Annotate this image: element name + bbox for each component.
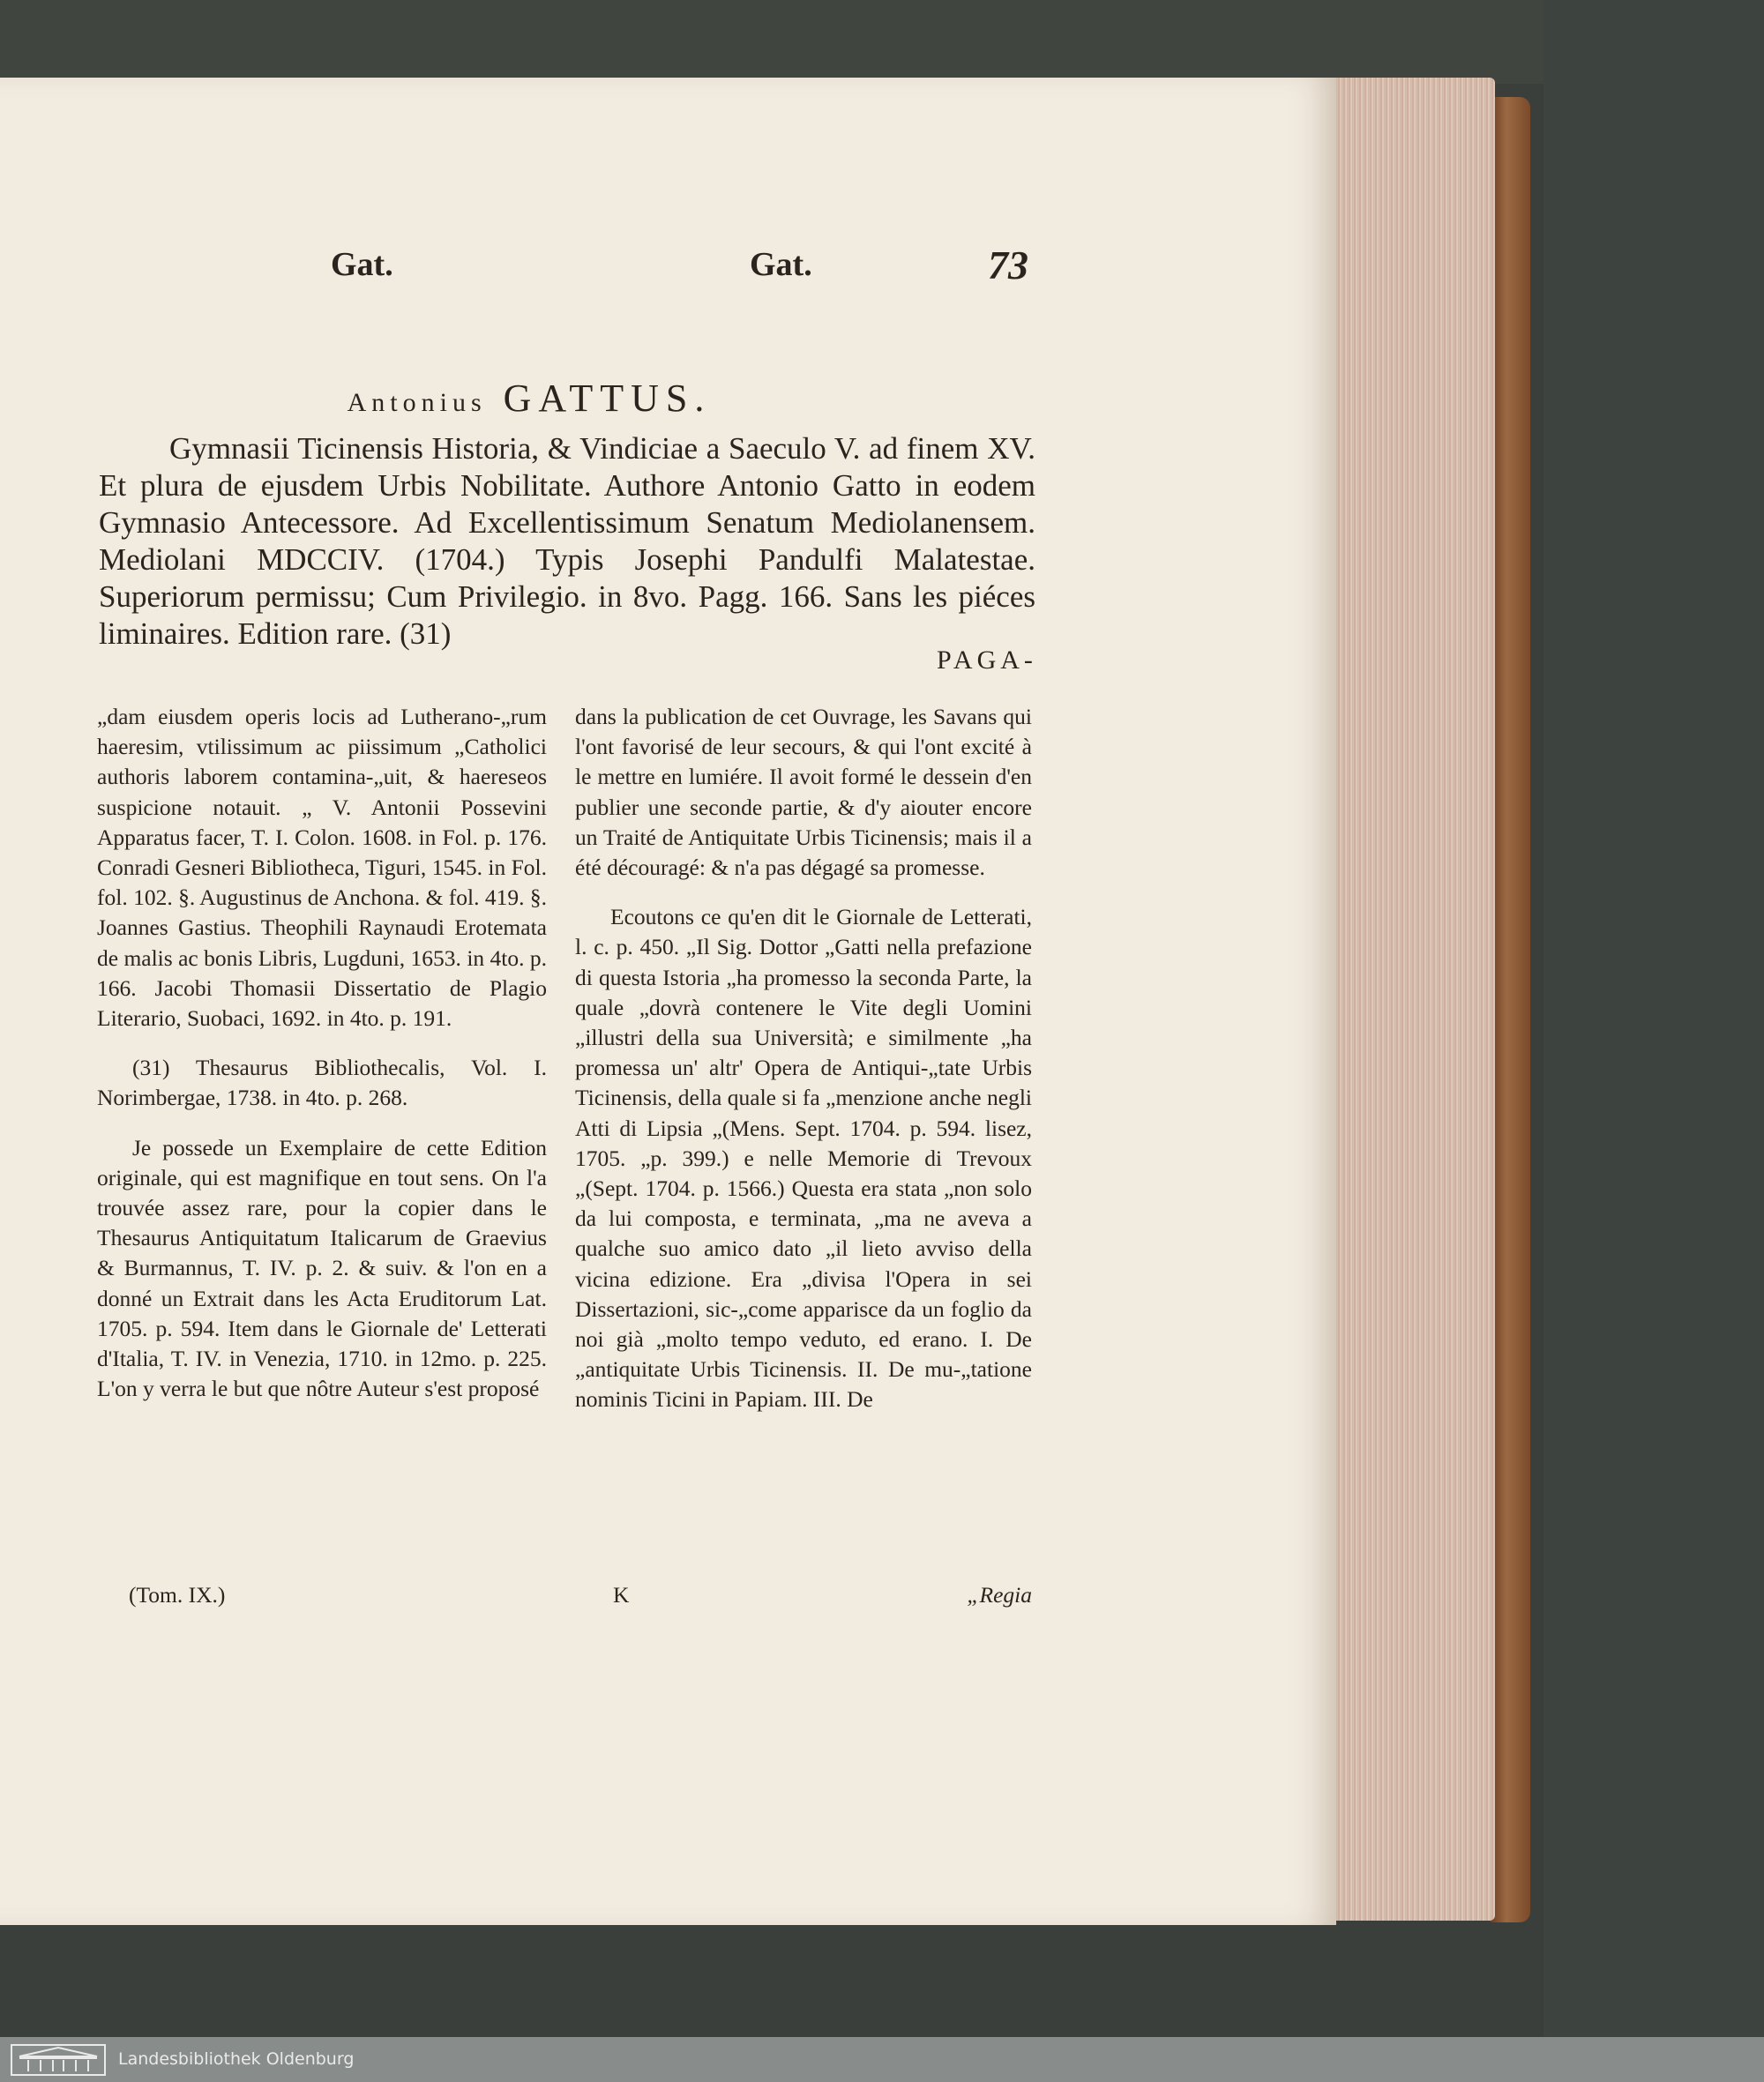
page-number: 73 [988, 243, 1028, 287]
library-name: Landesbibliothek Oldenburg [118, 2049, 355, 2069]
book-cover [1491, 97, 1530, 1922]
signature-mark: K [613, 1582, 630, 1608]
entry-title-text: Gymnasii Ticinensis Historia, & Vindiciae a Saeculo V. ad finem XV. Et plura de ejusdem Urbis Nobilitate. Authore Antonio Gatto in eodem Gymnasio Antecessore. Ad Excellentissimum Senatum Mediolanensem. Mediolani MDCCIV. (1704.) Typis Josephi Pandulfi Malatestae. Superiorum permissu; Cum Privilegio. in 8vo. Pagg. 166. Sans les piéces liminaires. Edition rare. (31) [99, 431, 1035, 651]
running-head-left: Gat. [331, 246, 393, 283]
footer-bar [0, 2037, 1764, 2082]
left-paragraph-2: (31) Thesaurus Bibliothecalis, Vol. I. Norimbergae, 1738. in 4to. p. 268. [97, 1055, 547, 1111]
library-building-icon [11, 2044, 106, 2076]
author-heading [0, 376, 1058, 421]
background-top [0, 0, 1764, 84]
book-page [0, 78, 1336, 1925]
page-edge [1332, 78, 1495, 1921]
left-paragraph-1: „dam eiusdem operis locis ad Lutherano-„rum haeresim, vtilissimum ac piissimum „Catholici authoris laborem contamina-„uit, & haereseos suspicione notauit. „ V. Antonii Possevini Apparatus facer, T. I. Colon. 1608. in Fol. p. 176. Conradi Gesneri Bibliotheca, Tiguri, 1545. in Fol. fol. 102. §. Augustinus de Anchona. & fol. 419. §. Joannes Gastius. Theophili Raynaudi Erotemata de malis ac bonis Libris, Lugduni, 1653. in 4to. p. 166. Jacobi Thomasii Dissertatio de Plagio Literario, Suobaci, 1692. in 4to. p. 191. [97, 704, 547, 1032]
catchword-bottom: „Regia [967, 1582, 1032, 1608]
page-content [0, 78, 1336, 1925]
volume-mark: (Tom. IX.) [129, 1582, 226, 1608]
author-last-name: GATTUS. [503, 377, 712, 420]
right-paragraph-1: dans la publication de cet Ouvrage, les Savans qui l'ont favorisé de leur secours, & qui l'ont excité à le mettre en lumiére. Il avoit formé le dessein d'en publier une seconde partie, & d'y aiouter encore un Traité de Antiquitate Urbis Ticinensis; mais il a été découragé: & n'a pas dégagé sa promesse. [575, 704, 1032, 881]
catchword-top: PAGA- [937, 645, 1037, 675]
right-column [575, 702, 1032, 1435]
left-paragraph-3: Je possede un Exemplaire de cette Edition originale, qui est magnifique en tout sens. On l'a trouvée assez rare, pour la copier dans le Thesaurus Antiquitatum Italicarum de Graevius & Burmannus, T. IV. p. 2. & suiv. & l'on en a donné un Extrait dans les Acta Eruditorum Lat. 1705. p. 594. Item dans le Giornale de' Letterati d'Italia, T. IV. in Venezia, 1710. in 12mo. p. 225. L'on y verra le but que nôtre Auteur s'est proposé [97, 1134, 547, 1402]
right-paragraph-2: Ecoutons ce qu'en dit le Giornale de Letterati, l. c. p. 450. „Il Sig. Dottor „Gatti nella prefazione di questa Istoria „ha promesso la seconda Parte, la quale „dovrà contenere le Vite degli Uomini „illustri della sua Università; e similmente „ha promessa un' altr' Opera de Antiqui-„tate Urbis Ticinensis, della quale si fa „menzione anche negli Atti di Lipsia „(Mens. Sept. 1704. p. 594. lisez, 1705. „p. 399.) e nelle Memorie di Trevoux „(Sept. 1704. p. 1566.) Questa era stata „non solo da lui composta, e terminata, „ma ne aveva a qualche suo amico dato „il lieto avviso della vicina edizione. Era „divisa l'Opera in sei Dissertazioni, sic-„come apparisce da un foglio da noi già „molto tempo veduto, ed erano. I. De „antiquitate Urbis Ticinensis. II. De mu-„tatione nominis Ticini in Papiam. III. De [575, 904, 1032, 1413]
entry-title [99, 430, 1035, 653]
background-right [1544, 0, 1764, 2037]
running-head-center: Gat. [750, 246, 812, 283]
author-first-name: Antonius [347, 388, 487, 417]
left-column [97, 702, 547, 1423]
